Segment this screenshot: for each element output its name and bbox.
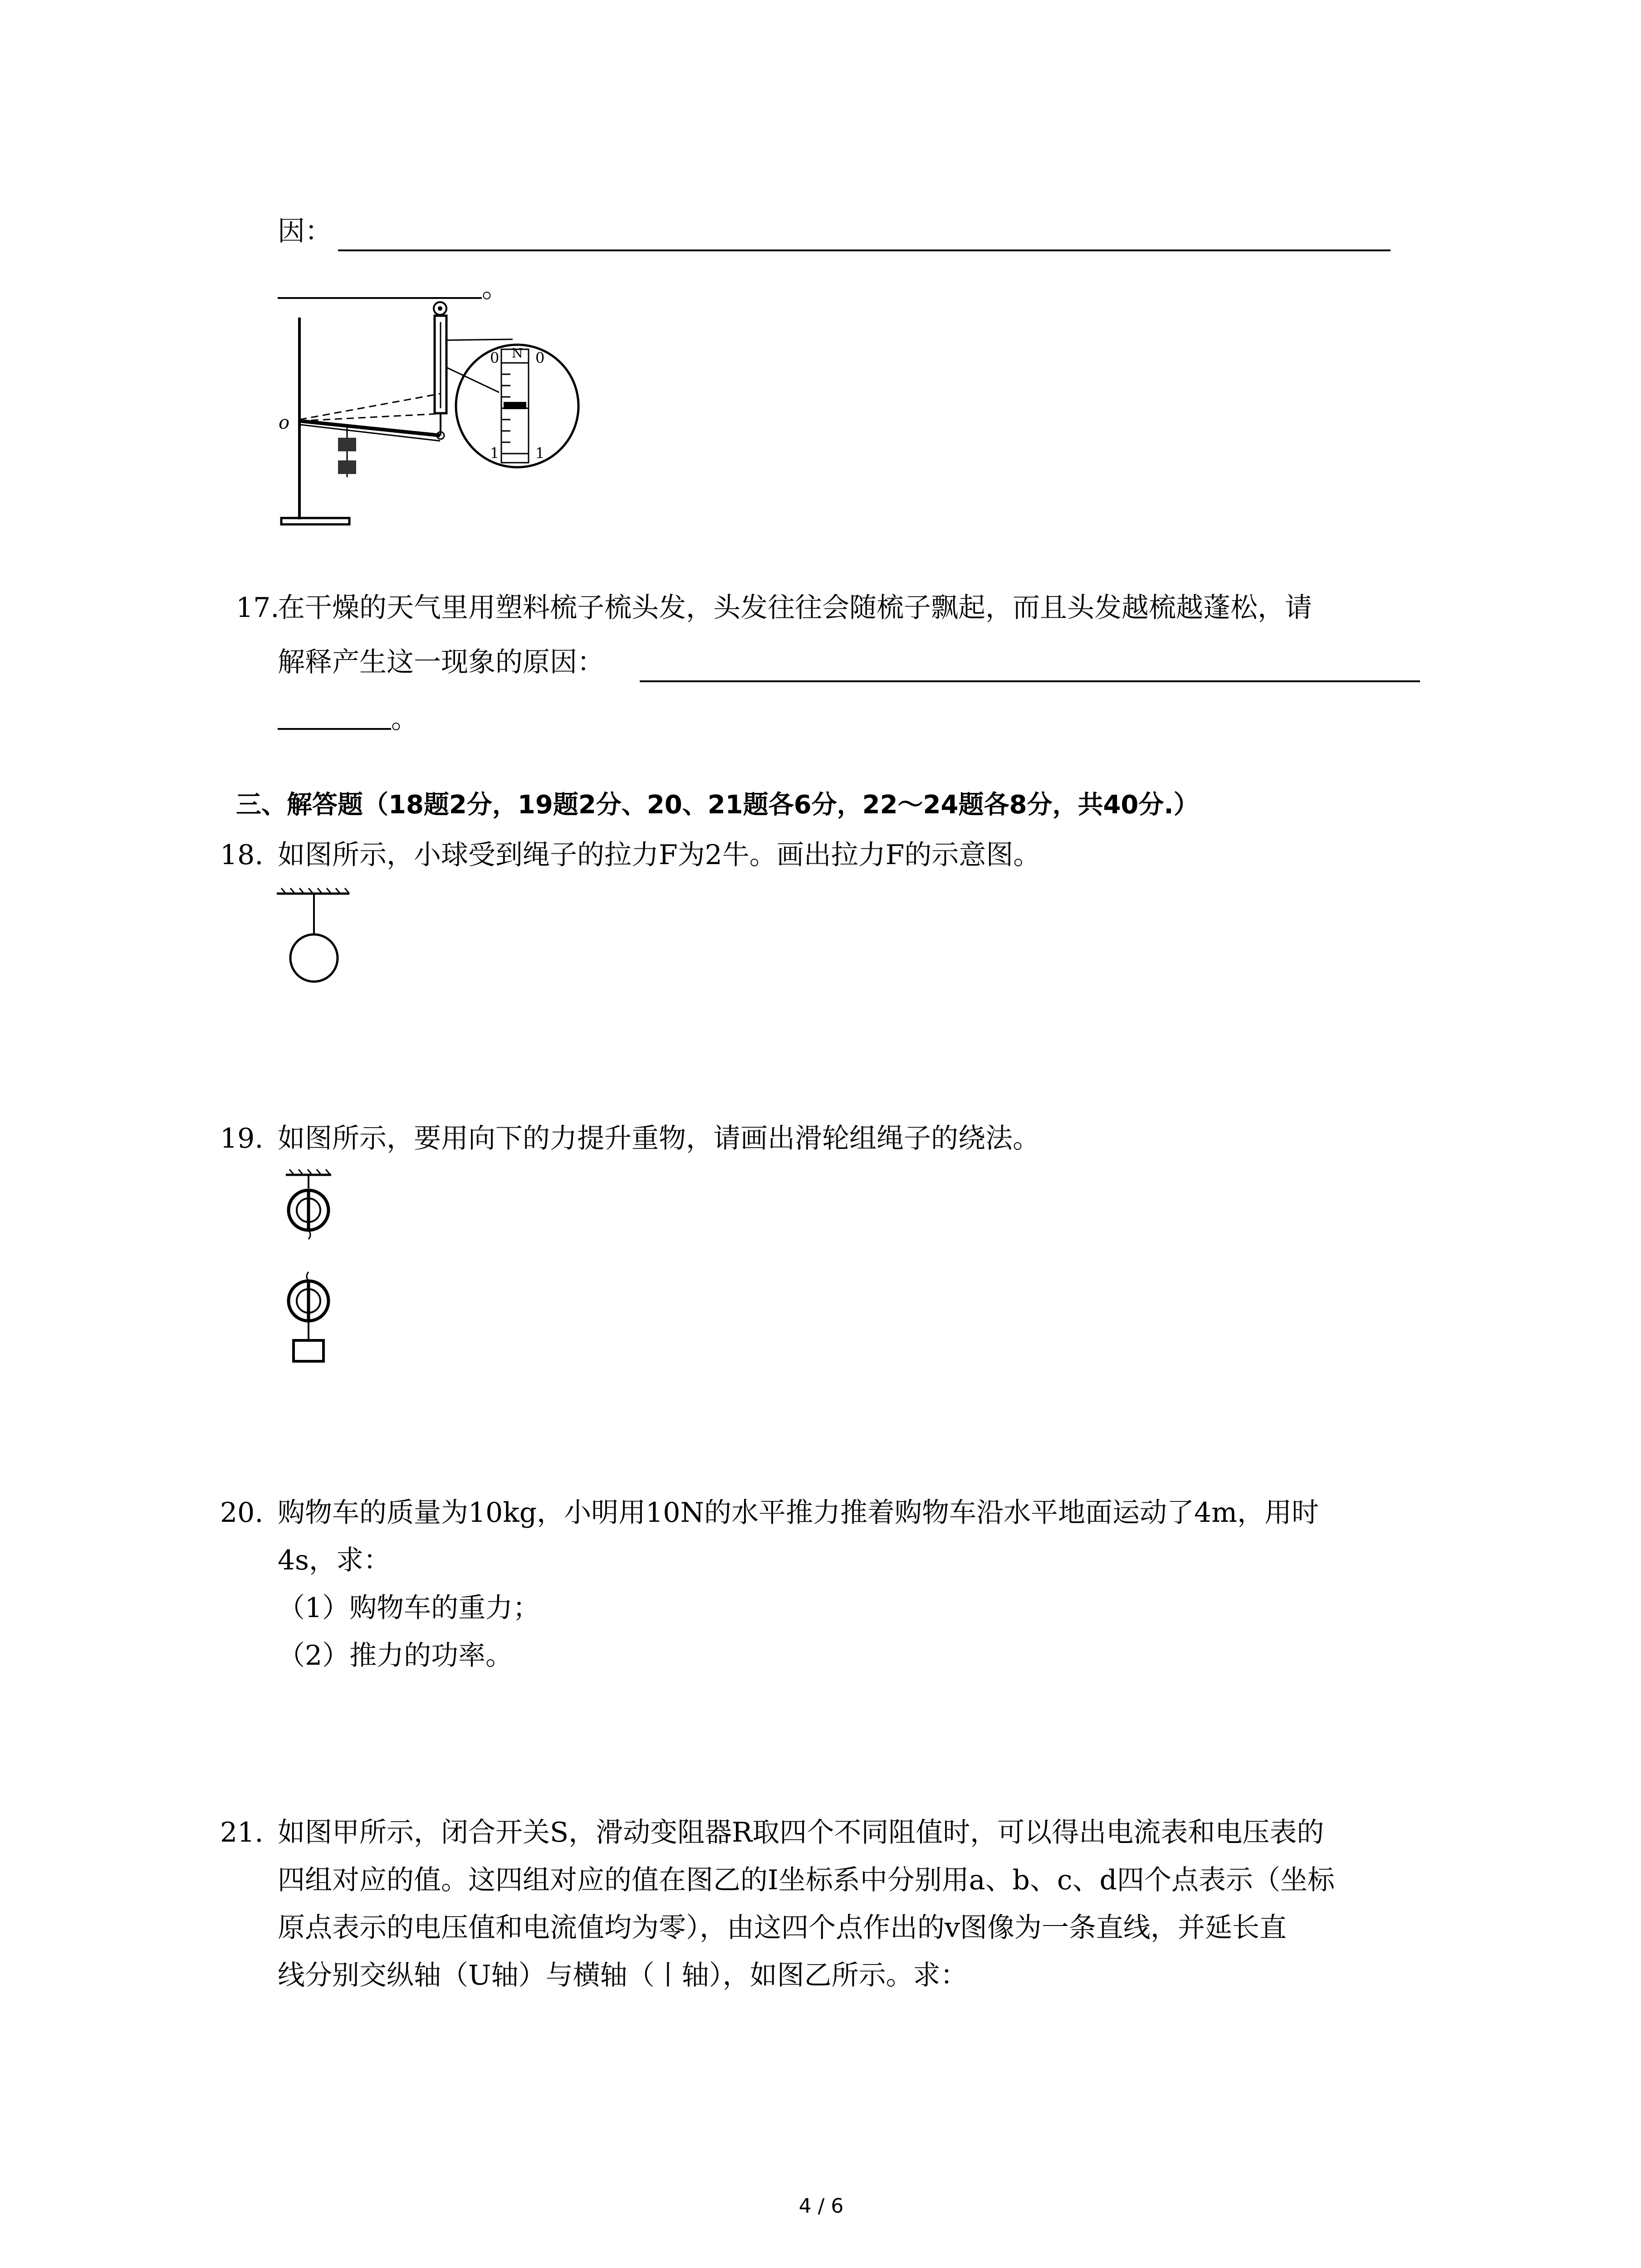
dashed-line-bottom <box>299 414 440 421</box>
page-number: 4 / 6 <box>798 2195 844 2218</box>
q17-answer-blank-1[interactable] <box>640 680 1420 682</box>
q16-answer-blank-2[interactable] <box>278 297 482 299</box>
hanging-ball-figure <box>272 885 363 993</box>
section-3-heading: 三、解答题（18题2分，19题2分、20、21题各6分，22～24题各8分，共40分.） <box>236 790 1199 820</box>
q20-text-line1: 购物车的质量为10kg，小明用10N的水平推力推着购物车沿水平地面运动了4m，用时 <box>278 1497 1319 1529</box>
q21-text-line1: 如图甲所示，闭合开关S，滑动变阻器R取四个不同阻值时，可以得出电流表和电压表的 <box>278 1817 1324 1848</box>
q20-sub-question-1: （1）购物车的重力； <box>278 1592 540 1624</box>
q19-number: 19. <box>220 1123 264 1154</box>
q18-text: 如图所示，小球受到绳子的拉力F为2牛。画出拉力F的示意图。 <box>278 839 1041 871</box>
q20-number: 20. <box>220 1497 264 1529</box>
ball <box>290 934 338 982</box>
scale-label-top-left: 0 <box>490 349 500 367</box>
pivot-label: o <box>279 412 290 433</box>
q17-answer-blank-2[interactable] <box>278 728 391 730</box>
scale-label-bottom-left: 1 <box>490 445 500 462</box>
q21-text-line2: 四组对应的值。这四组对应的值在图乙的I坐标系中分别用a、b、c、d四个点表示（坐标 <box>278 1864 1335 1896</box>
pulley-system-figure <box>272 1166 354 1379</box>
scale-label-top-right: 0 <box>535 349 545 367</box>
scale-label-bottom-right: 1 <box>535 445 545 462</box>
weight-bottom <box>338 460 356 474</box>
q17-number: 17. <box>236 592 279 624</box>
q20-text-line2: 4s，求： <box>278 1545 391 1576</box>
weight-top <box>338 438 356 451</box>
weight-box <box>294 1340 323 1361</box>
q20-sub-question-2: （2）推力的功率。 <box>278 1640 513 1672</box>
q21-number: 21. <box>220 1817 264 1848</box>
stand-base <box>281 518 349 524</box>
q19-text: 如图所示，要用向下的力提升重物，请画出滑轮组绳子的绕法。 <box>278 1123 1040 1154</box>
q17-answer-end: 。 <box>391 703 418 735</box>
q18-number: 18. <box>220 839 264 871</box>
q16-answer-blank-1[interactable] <box>338 249 1391 251</box>
q21-text-line4: 线分别交纵轴（U轴）与横轴（丨轴），如图乙所示。求： <box>278 1960 968 1991</box>
q17-text-line2: 解释产生这一现象的原因： <box>278 646 604 678</box>
q16-answer-lead: 因： <box>278 215 332 247</box>
scale-pointer <box>504 402 526 409</box>
scale-label-unit: N <box>512 346 523 361</box>
q16-answer-end: 。 <box>482 272 509 304</box>
q21-text-line3: 原点表示的电压值和电流值均为零），由这四个点作出的v图像为一条直线，并延长直 <box>278 1912 1287 1944</box>
lever-spring-scale-figure <box>272 299 581 535</box>
dashed-line-top <box>299 394 440 420</box>
q17-text-line1: 在干燥的天气里用塑料梳子梳头发，头发往往会随梳子飘起，而且头发越梳越蓬松，请 <box>278 592 1312 624</box>
